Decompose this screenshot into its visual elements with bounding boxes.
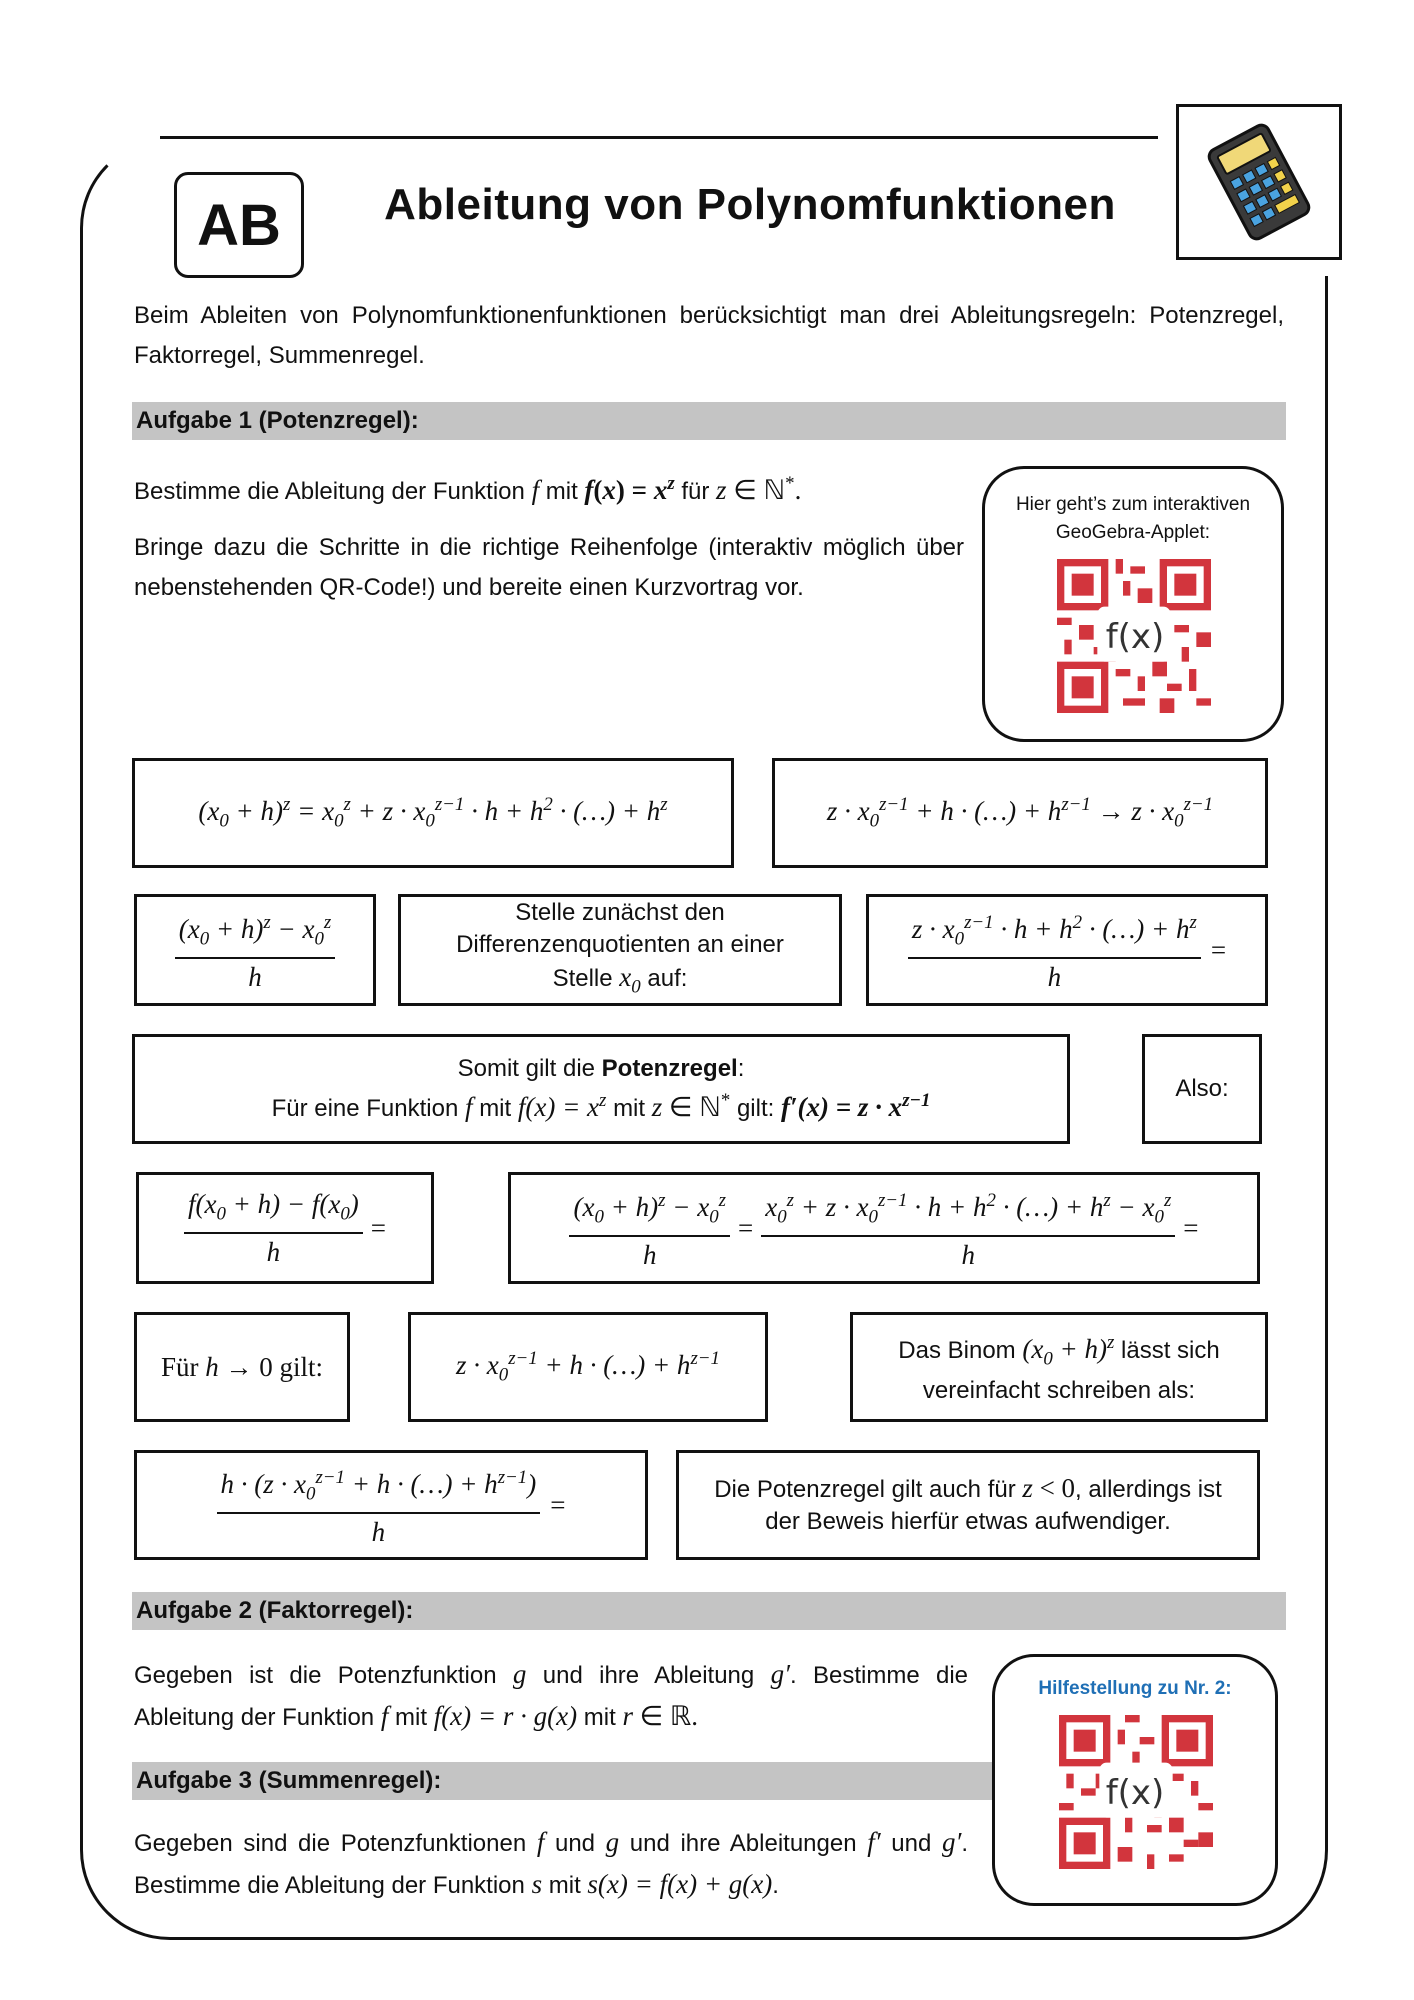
worksheet-badge	[174, 172, 304, 278]
task2-text-pre: Gegeben ist die Potenzfunktion	[134, 1662, 497, 1689]
stelle-text: Stelle zunächst den Differenzenquotienten an einer Stelle	[456, 898, 784, 992]
task2-text-mid2: . Bestimme die Ableitung der Funktion	[134, 1662, 969, 1731]
also-text: Also:	[1175, 1075, 1229, 1102]
card-quotient-expanded[interactable]: $\frac{z \cdot x_0^{z-1} \cdot h + h^2 \cdot (\dots) + h^z}{h}$ =	[866, 894, 1268, 1006]
qr-caption-geogebra: Hier geht’s zum interaktiven GeoGebra-Applet:	[1015, 494, 1251, 543]
task1-line2: Bringe dazu die Schritte in die richtige Reihenfolge (interaktiv möglich über nebenstehenden QR-Code!) und bereite einen Kurzvortrag vor.	[134, 534, 964, 601]
task2-text-mid: und ihre Ableitung	[542, 1662, 755, 1689]
task3-heading-text: Aufgabe 3 (Summenregel):	[136, 1767, 442, 1794]
card-difference-quotient[interactable]: $\frac{f(x_0 + h) - f(x_0)}{h}$ =	[136, 1172, 434, 1284]
task1-line1-post: für	[681, 478, 710, 505]
task1-line1-mid: mit	[545, 478, 578, 505]
qr-fx-label: f(x)	[1105, 617, 1165, 657]
somit-line2-mid: mit	[479, 1095, 512, 1122]
binom-post: lässt sich vereinfacht schreiben als:	[922, 1336, 1220, 1405]
task3-text-mid2: . Bestimme die Ableitung der Funktion	[134, 1830, 969, 1899]
calculator-icon	[1204, 122, 1314, 242]
fuer-h-end: gilt:	[279, 1352, 324, 1382]
task3-text: Gegeben sind die Potenzfunktionen f und g und ihre Ableitungen f′ und g′. Bestimme die Ableitung der Funktion s mit s(x) = f(x) + g(x).	[134, 1827, 969, 1899]
page-title: Ableitung von Polynomfunktionen	[384, 180, 1116, 229]
card-simplified-sum[interactable]: $z \cdot x_0^{z-1} + h$ · (…) + $h^{z-1}$	[408, 1312, 768, 1422]
qr-card-geogebra[interactable]	[982, 466, 1284, 742]
task1-line1-pre: Bestimme die Ableitung der Funktion	[134, 478, 525, 505]
task1-heading	[132, 402, 1286, 440]
somit-line1-bold: Potenzregel	[601, 1055, 738, 1082]
somit-line2-end: gilt:	[736, 1095, 775, 1122]
card-negative-exponent[interactable]: Die Potenzregel gilt auch für z < 0, allerdings ist der Beweis hierfür etwas aufwendiger.	[676, 1450, 1260, 1560]
card-factored-quotient[interactable]: $\frac{h \cdot (z \cdot x_0^{z-1} + h \cdot (\dots) + h^{z-1})}{h}$ =	[134, 1450, 648, 1560]
card-binom-hint[interactable]: Das Binom $(x_0 + h)^z$ lässt sich vereinfacht schreiben als:	[850, 1312, 1268, 1422]
card-also[interactable]	[1142, 1034, 1262, 1144]
intro-text: Beim Ableiten von Polynomfunktionenfunktionen berücksichtigt man drei Ableitungsregeln: Potenzregel, Faktorregel, Summenregel.	[134, 302, 1284, 369]
task2-text-mid3: mit	[395, 1704, 428, 1731]
card-quotient-start[interactable]: $\frac{(x_0 + h)^z - x_0^z}{h}$	[134, 894, 376, 1006]
card-binom-expansion[interactable]: $(x_0 + h)^z = x_0^z + z \cdot x_0^{z-1} \cdot h + h^2$ · (…) + $h^z$	[132, 758, 734, 868]
card-stelle-zunaechst[interactable]: Stelle zunächst den Differenzenquotienten an einer Stelle $x_0$ auf:	[398, 894, 842, 1006]
calculator-image-box	[1176, 104, 1342, 260]
task1-line1: Bestimme die Ableitung der Funktion f mit $f(x) = x^z$ für z ∈ ℕ*.	[134, 473, 802, 505]
somit-line2-mid2: mit	[613, 1095, 646, 1122]
card-quotient-substitution[interactable]: $\frac{(x_0 + h)^z - x_0^z}{h}$ = $\frac{x_0^z + z \cdot x_0^{z-1} \cdot h + h^2 \cdot (\dots) + h^z - x_0^z}{h}$ =	[508, 1172, 1260, 1284]
task2-text: Gegeben ist die Potenzfunktion g und ihre Ableitung g′. Bestimme die Ableitung der Funktion f mit f(x) = r · g(x) mit r ∈ ℝ.	[134, 1659, 969, 1731]
qr-card-hilfestellung[interactable]	[992, 1654, 1278, 1906]
card-limit-result[interactable]: $z \cdot x_0^{z-1} + h$ · (…) + $h^{z-1} \to z \cdot x_0^{z-1}$	[772, 758, 1268, 868]
task3-heading	[132, 1762, 998, 1800]
negativ-pre: Die Potenzregel gilt auch für	[714, 1476, 1016, 1503]
somit-line2-pre: Für eine Funktion	[271, 1095, 459, 1122]
task3-text-mid: und ihre Ableitungen	[629, 1830, 857, 1857]
task3-text-and2: und	[891, 1830, 932, 1857]
task2-heading-text: Aufgabe 2 (Faktorregel):	[136, 1597, 414, 1624]
stelle-text-end: auf:	[647, 964, 688, 992]
badge-text: AB	[197, 192, 281, 258]
task3-text-and: und	[554, 1830, 596, 1857]
binom-pre: Das Binom	[898, 1336, 1016, 1364]
task3-text-pre: Gegeben sind die Potenzfunktionen	[134, 1830, 527, 1857]
negativ-post: , allerdings ist der Beweis hierfür etwas aufwendiger.	[765, 1476, 1222, 1535]
task1-heading-text: Aufgabe 1 (Potenzregel):	[136, 407, 419, 434]
task2-heading	[132, 1592, 1286, 1630]
task3-text-mid3: mit	[548, 1872, 581, 1899]
qr-hint-fx-label: f(x)	[1105, 1773, 1165, 1813]
task2-text-mid4: mit	[583, 1704, 616, 1731]
qr-caption-hilfe: Hilfestellung zu Nr. 2:	[1038, 1678, 1232, 1699]
somit-line1-pre: Somit gilt die	[457, 1055, 595, 1082]
card-somit-potenzregel[interactable]: Somit gilt die Potenzregel: Für eine Funktion f mit $f(x) = x^z$ mit z ∈ ℕ* gilt: $f'(x) = z \cdot x^{z-1}$	[132, 1034, 1070, 1144]
card-fuer-h[interactable]: Für h → 0 gilt:	[134, 1312, 350, 1422]
frame-top-line	[160, 136, 1158, 139]
fuer-h-text: Für	[160, 1352, 199, 1382]
